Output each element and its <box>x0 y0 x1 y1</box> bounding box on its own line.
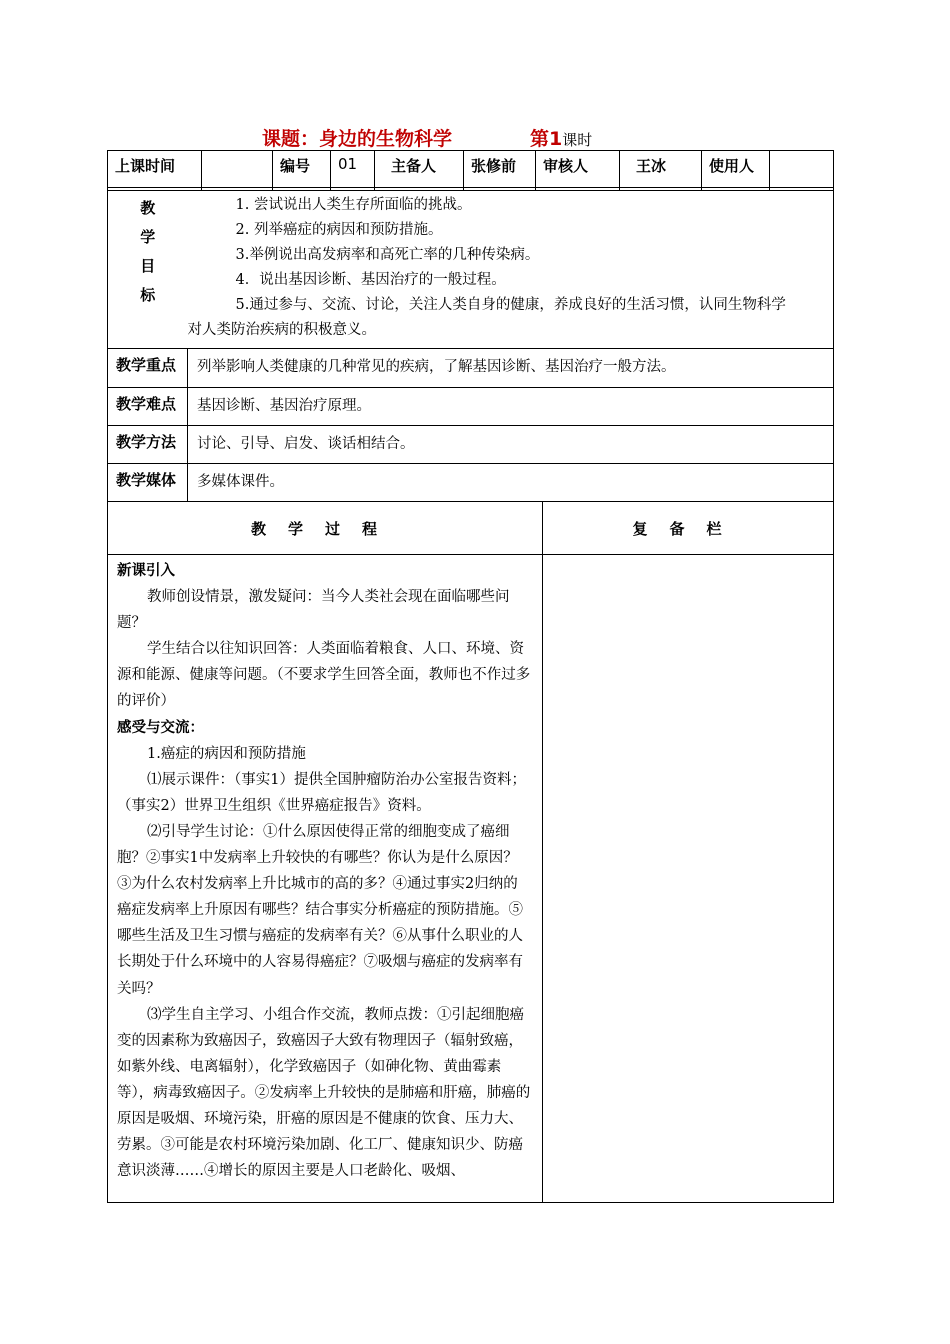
objective-continuation: 对人类防治疾病的积极意义。 <box>187 322 376 338</box>
process-paragraph: 学生结合以往知识回答：人类面临着粮食、人口、环境、资源和能源、健康等问题。（不要求学生回答全面，教师也不作过多的评价） <box>117 641 531 710</box>
objective-item: 1. 尝试说出人类生存所面临的挑战。 <box>235 197 472 213</box>
process-paragraph: 1.癌症的病因和预防措施 <box>147 745 306 762</box>
objective-item: 2. 列举癌症的病因和预防措施。 <box>235 222 443 238</box>
objectives-label-char: 目 <box>140 257 156 275</box>
reviewer-label: 审核人 <box>536 151 620 191</box>
key-points-label: 教学重点 <box>108 349 188 388</box>
difficulties-value: 基因诊断、基因治疗原理。 <box>188 388 834 426</box>
objectives-label-char: 学 <box>140 228 156 246</box>
process-body <box>108 555 542 1202</box>
methods-label: 教学方法 <box>108 426 188 464</box>
intro-heading: 新课引入 <box>117 563 175 579</box>
process-paragraph: 教师创设情景，激发疑问：当今人类社会现在面临哪些问题？ <box>117 589 510 632</box>
title-lesson: 第1 <box>530 128 563 150</box>
objectives-label-char: 教 <box>140 199 156 217</box>
process-header: 教学过程 <box>108 502 543 555</box>
exchange-heading: 感受与交流： <box>117 719 204 736</box>
methods-value: 讨论、引导、启发、谈话相结合。 <box>188 426 834 464</box>
objectives-label <box>108 188 188 349</box>
process-cell <box>108 555 543 1203</box>
title-unit: 课时 <box>562 131 593 149</box>
process-paragraph: ⑴展示课件：（事实1）提供全国肿瘤防治办公室报告资料；（事实2）世界卫生组织《世界癌症报告》资料。 <box>117 771 526 814</box>
objective-item: 4．说出基因诊断、基因治疗的一般过程。 <box>235 272 506 288</box>
preparer-label: 主备人 <box>375 151 464 191</box>
time-label: 上课时间 <box>108 151 202 191</box>
page-title <box>262 124 592 151</box>
review-header: 复备栏 <box>543 502 834 555</box>
user-value <box>770 151 834 191</box>
time-value <box>202 151 273 191</box>
header-table <box>107 150 834 191</box>
number-value: 01 <box>331 151 375 191</box>
preparer-value: 张修前 <box>464 151 536 191</box>
objectives-list <box>188 188 834 349</box>
user-label: 使用人 <box>702 151 770 191</box>
objective-item: 5.通过参与、交流、讨论，关注人类自身的健康，养成良好的生活习惯，认同生物科学 <box>235 297 786 313</box>
lesson-plan-table <box>107 187 834 1203</box>
process-paragraph: ⑶学生自主学习、小组合作交流，教师点拨：①引起细胞癌变的因素称为致癌因子，致癌因子大致有物理因子（辐射致癌，如紫外线、电离辐射），化学致癌因子（如砷化物、黄曲霉素等），病毒致癌因子。②发病率上升较快的是肺癌和肝癌，肺癌的原因是吸烟、环境污染，肝癌的原因是不健康的饮食、压力大、劳累。③可能是农村环境污染加剧、化工厂、健康知识少、防癌意识淡薄……④增长的原因主要是人口老龄化、吸烟、 <box>117 1006 531 1180</box>
media-value: 多媒体课件。 <box>188 464 834 502</box>
objective-item: 3.举例说出高发病率和高死亡率的几种传染病。 <box>235 247 540 263</box>
reviewer-value: 王冰 <box>620 151 702 191</box>
review-cell <box>543 555 834 1203</box>
objectives-label-char: 标 <box>140 286 156 304</box>
title-main: 课题：身边的生物科学 <box>262 128 453 150</box>
process-paragraph: ⑵引导学生讨论：①什么原因使得正常的细胞变成了癌细胞？②事实1中发病率上升较快的有哪些？你认为是什么原因？③为什么农村发病率上升比城市的高的多？④通过事实2归纳的癌症发病率上升原因有哪些？结合事实分析癌症的预防措施。⑤哪些生活及卫生习惯与癌症的发病率有关？⑥从事什么职业的人长期处于什么环境中的人容易得癌症？⑦吸烟与癌症的发病率有关吗？ <box>117 823 523 997</box>
difficulties-label: 教学难点 <box>108 388 188 426</box>
key-points-value: 列举影响人类健康的几种常见的疾病，了解基因诊断、基因治疗一般方法。 <box>188 349 834 388</box>
media-label: 教学媒体 <box>108 464 188 502</box>
number-label: 编号 <box>273 151 331 191</box>
